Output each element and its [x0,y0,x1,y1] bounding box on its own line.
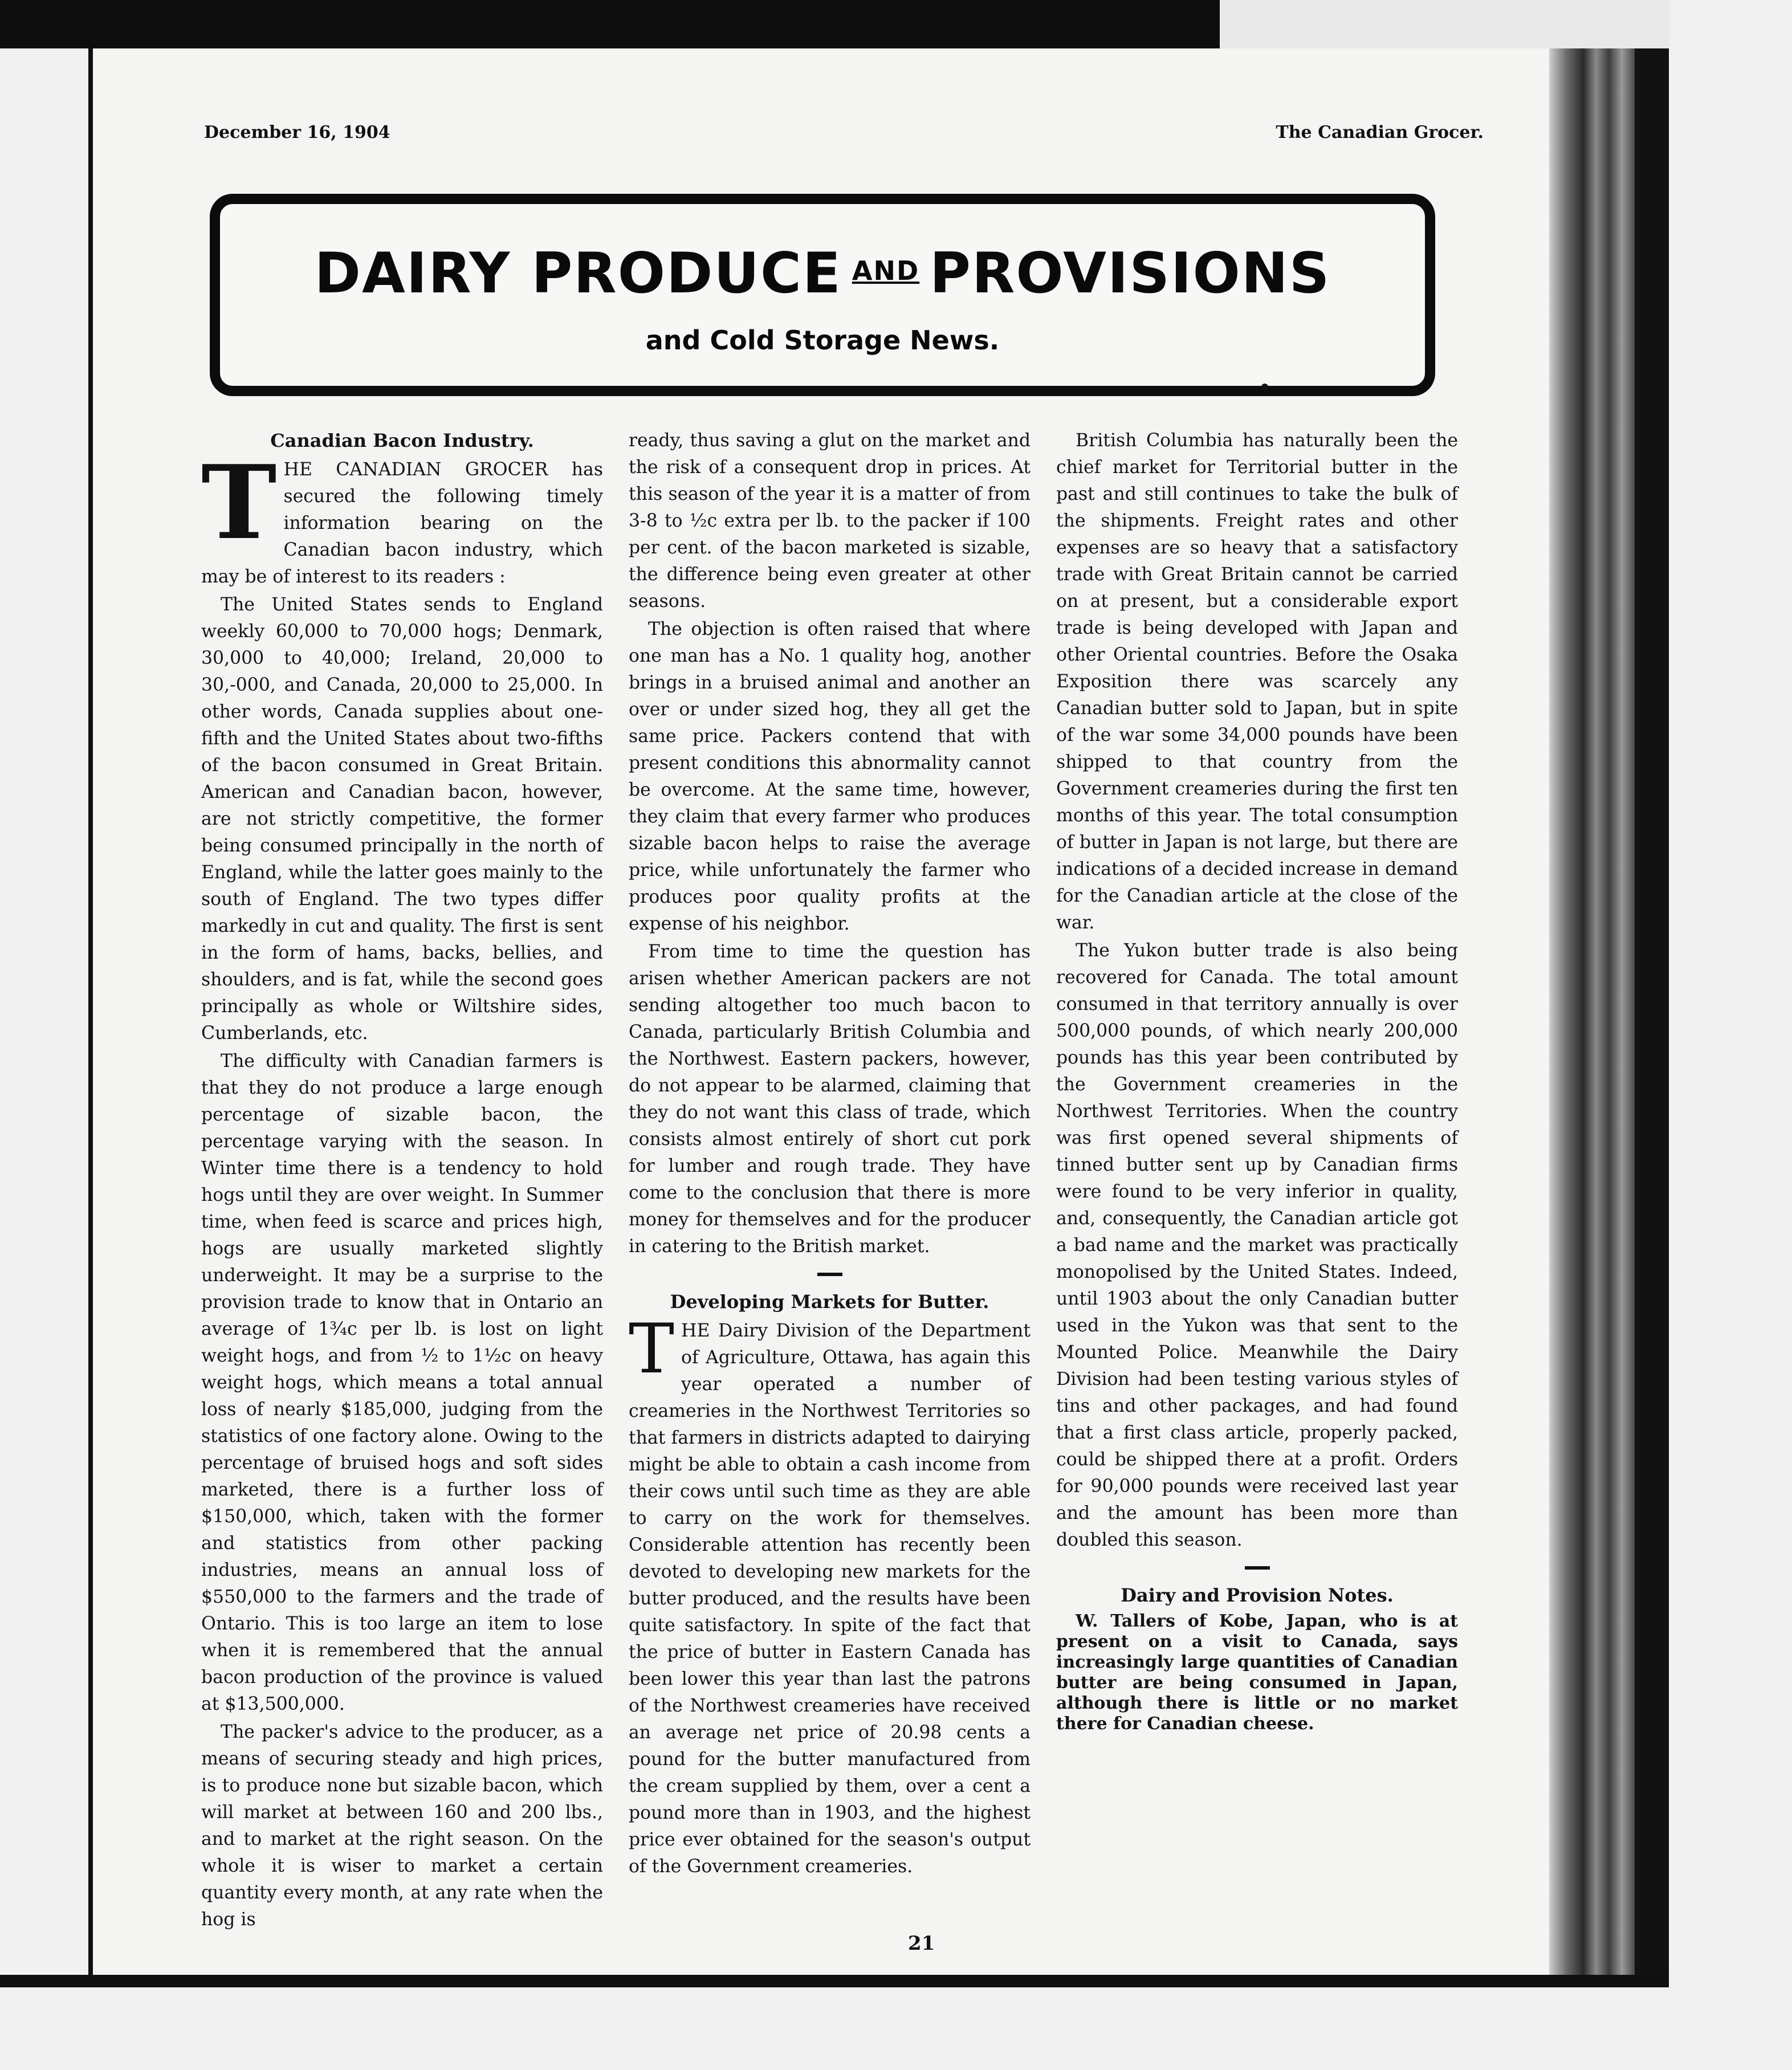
scan-bottom-margin [0,1975,1792,2070]
book-spine [1549,48,1635,1975]
column-3 [1056,427,1458,1735]
section-divider [1245,1566,1270,1570]
article-paragraph: THE CANADIAN GROCER has secured the following timely information bearing on the Canadian bacon industry, which may be of interest to its readers : [201,443,603,587]
section-divider [817,1273,842,1276]
page-number: 21 [908,1932,935,1955]
section-banner [210,194,1435,396]
section-subtitle: and Cold Storage News. [645,325,1000,356]
article-paragraph: The packer's advice to the producer, as a means of securing steady and high prices, is to produce none but sizable bacon, which will market at between 160 and 200 lbs., and to market at the right season. On the whole it is wiser to market a certain quantity every month, at any rate when the hog is [201,1722,603,1930]
section-title-part2: PROVISIONS [930,241,1331,306]
article-heading-butter: Developing Markets for Butter. [670,1291,989,1313]
section-title-and: AND [852,255,920,286]
scan-right-margin [1669,0,1792,2070]
publication-name: The Canadian Grocer. [1276,123,1484,142]
article-paragraph: The objection is often raised that where one man has a No. 1 quality hog, another brings in a bruised animal and another an over or under sized hog, they all get the same price. Packers contend that with present conditions this abnormality cannot be overcome. At the same time, however, they claim that every farmer who produces sizable bacon helps to raise the average price, while unfortunately the farmer who produces poor quality profits at the expense of his neighbor. [629,619,1031,934]
facing-page-edge [0,48,93,1975]
article-heading-bacon: Canadian Bacon Industry. [270,430,534,451]
issue-date: December 16, 1904 [204,123,390,142]
scan-right-border [1635,48,1669,1975]
column-2 [629,427,1031,1881]
article-paragraph: British Columbia has naturally been the chief market for Territorial butter in the past and still continues to take the bulk of the shipments. Freight rates and other expenses are so heavy that a satisfactory trade with Great Britain cannot be carried on at present, but a considerable export trade is being developed with Japan and other Oriental countries. Before the Osaka Exposition there was scarcely any Canadian butter sold to Japan, but in spite of the war some 34,000 pounds have been shipped to that country from the Government creameries during the first ten months of this year. The total consumption of butter in Japan is not large, but there are indications of a decided increase in demand for the Canadian article at the close of the war. [1056,430,1458,933]
article-paragraph: The United States sends to England weekly 60,000 to 70,000 hogs; Denmark, 30,000 to 40,000; Ireland, 20,000 to 30,-000, and Canada, 20,000 to 25,000. In other words, Canada supplies about one-fifth and the United States about two-fifths of the bacon consumed in Great Britain. American and Canadian bacon, however, are not strictly competitive, the former being consumed principally in the north of England, while the latter goes mainly to the south of England. The two types differ markedly in cut and quality. The first is sent in the form of hams, backs, bellies, and shoulders, and is fat, while the second goes principally as whole or Wiltshire sides, Cumberlands, etc. [201,594,603,1044]
article-paragraph: ready, thus saving a glut on the market and the risk of a consequent drop in prices. At this season of the year it is a matter of from 3-8 to ½c extra per lb. to the packer if 100 per cent. of the bacon marketed is sizable, the difference being even greater at other seasons. [629,430,1031,612]
section-title-part1: DAIRY PRODUCE [314,241,842,306]
article-paragraph: THE Dairy Division of the Department of Agriculture, Ottawa, has again this year operated a number of creameries in the Northwest Territories so that farmers in districts adapted to dairying might be able to obtain a cash income from their cows until such time as they are able to carry on the work for themselves. Considerable attention has recently been devoted to developing new markets for the butter produced, and the results have been quite satisfactory. In spite of the fact that the price of butter in Eastern Canada has been lower this year than last the patrons of the Northwest creameries have received an average net price of 20.98 cents a pound for the butter manufactured from the cream supplied by them, over a cent a pound more than in 1903, and the highest price ever obtained for the season's output of the Government creameries. [629,1310,1031,1877]
newspaper-page [93,48,1549,1975]
article-paragraph: The Yukon butter trade is also being recovered for Canada. The total amount consumed in that territory annually is over 500,000 pounds, of which nearly 200,000 pounds has this year been contributed by the Government creameries in the Northwest Territories. When the country was first opened several shipments of tinned butter sent up by Canadian firms were found to be very inferior in quality, and, consequently, the Canadian article got a bad name and the market was practically monopolised by the United States. Indeed, until 1903 about the only Canadian butter used in the Yukon was that sent to the Mounted Police. Meanwhile the Dairy Division had been testing various styles of tins and other packages, and had found that a first class article, properly packed, could be shipped there at a profit. Orders for 90,000 pounds were received last year and the amount has been more than doubled this season. [1056,940,1458,1550]
article-paragraph: The difficulty with Canadian farmers is that they do not produce a large enough percentage of sizable bacon, the percentage varying with the season. In Winter time there is a tendency to hold hogs until they are over weight. In Summer time, when feed is scarce and prices high, hogs are usually marketed slightly underweight. It may be a surprise to the provision trade to know that in Ontario an average of 1¾c per lb. is lost on light weight hogs, and from ½ to 1½c on heavy weight hogs, which means a total annual loss of nearly $185,000, judging from the statistics of one factory alone. Owing to the percentage of bruised hogs and soft sides marketed, there is a further loss of $150,000, which, taken with the former and statistics from other packing industries, means an annual loss of $550,000 to the farmers and the trade of Ontario. This is too large an item to lose when it is remembered that the annual bacon production of the province is valued at $13,500,000. [201,1051,603,1714]
article-paragraph: W. Tallers of Kobe, Japan, who is at present on a visit to Canada, says increasingly large quantities of Canadian butter are being consumed in Japan, although there is little or no market there for Canadian cheese. [1056,1611,1458,1734]
article-heading-notes: Dairy and Provision Notes. [1121,1584,1394,1606]
section-title [220,241,1425,306]
drop-cap: T [201,443,277,562]
drop-cap: T [629,1310,675,1389]
article-paragraph: From time to time the question has arisen whether American packers are not sending altogether too much bacon to Canada, particularly British Columbia and the Northwest. Eastern packers, however, do not appear to be alarmed, claiming that they do not want this class of trade, which consists almost entirely of short cut pork for lumber and rough trade. They have come to the conclusion that there is more money for themselves and for the producer in catering to the British market. [629,942,1031,1257]
print-speck [1261,384,1268,390]
scan-bottom-border [0,1975,1669,1987]
column-1 [201,427,603,1934]
